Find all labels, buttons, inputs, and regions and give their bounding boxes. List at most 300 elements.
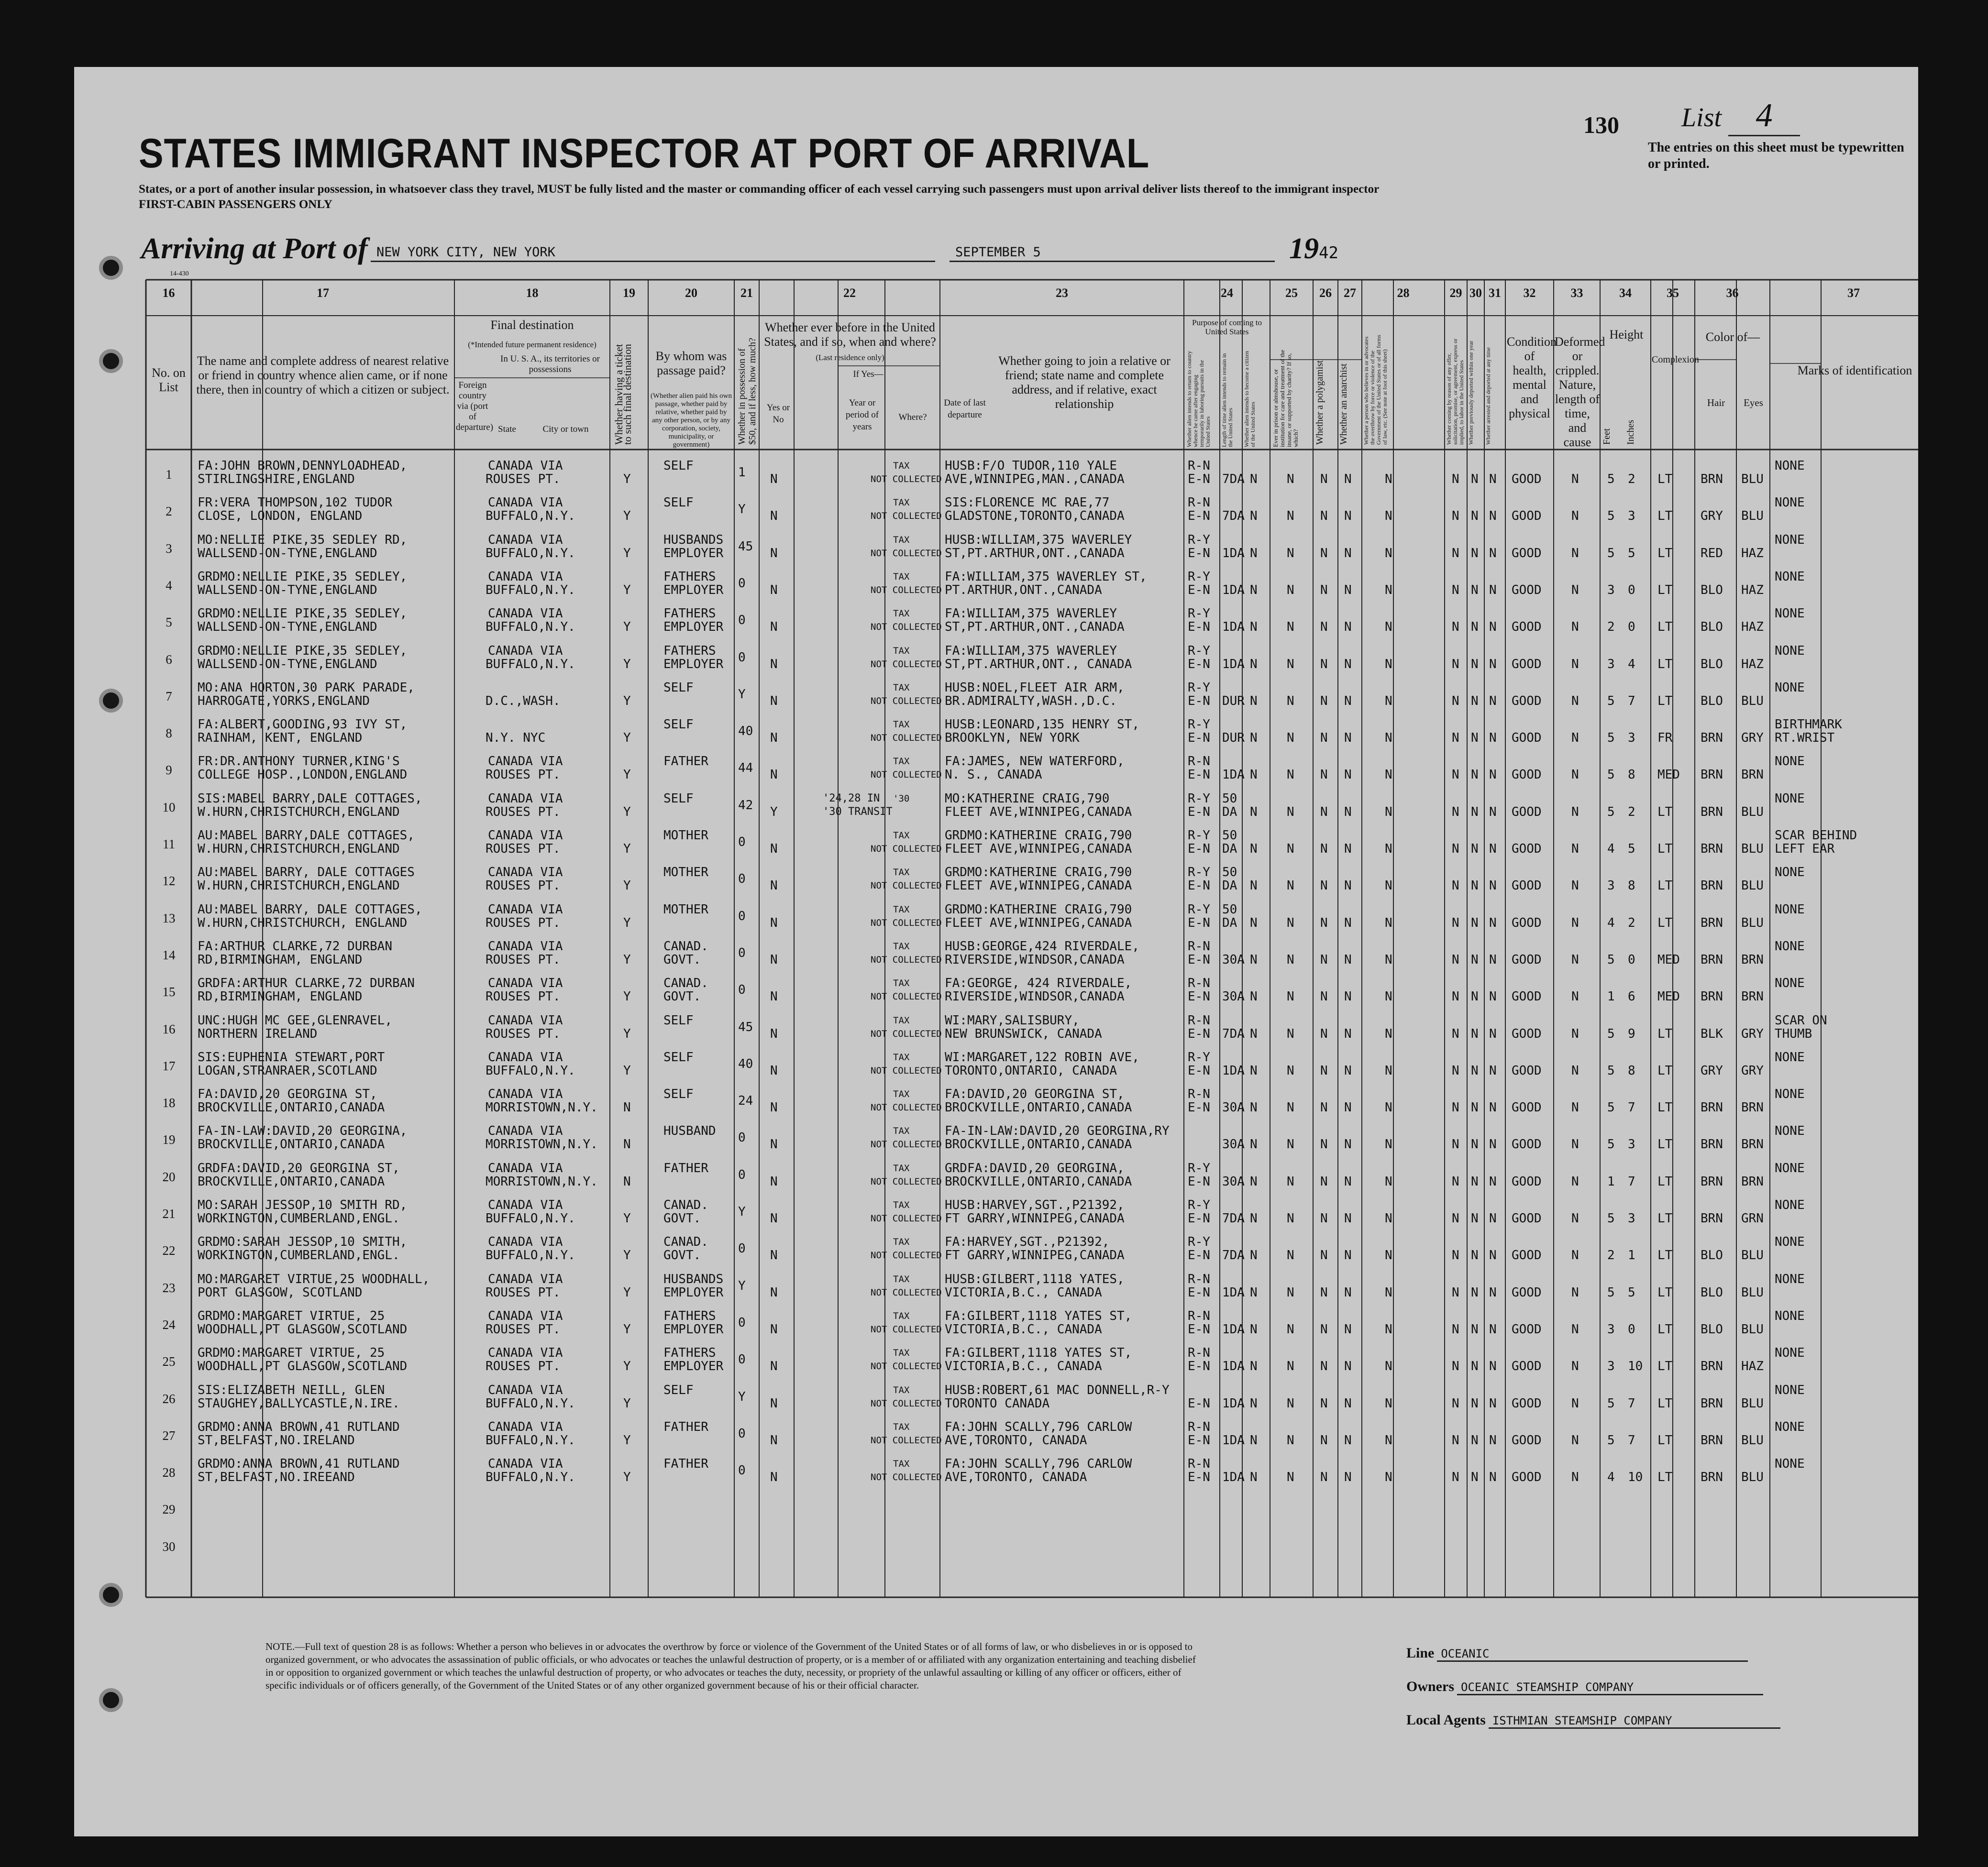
cell-tax: NOT COLLECTED xyxy=(871,1213,942,1224)
cell-joining: FA:JOHN SCALLY,796 CARLOW xyxy=(945,1419,1132,1434)
cell-hair: RED xyxy=(1701,546,1723,560)
header-ever-before: Whether ever before in the United States, and if so, when and where? xyxy=(764,320,936,349)
year-prefix: 19 xyxy=(1289,232,1319,265)
cell-joining: BROOKLYN, NEW YORK xyxy=(945,731,1080,746)
cell-relative: FA:ARTHUR CLARKE,72 DURBAN xyxy=(198,939,392,954)
cell-stay: DUR xyxy=(1222,731,1245,746)
cell-paid-by: HUSBANDS xyxy=(663,1272,724,1286)
cell-ticket: Y xyxy=(623,1322,631,1337)
cell-ticket: Y xyxy=(623,1285,631,1300)
cell-citizen: N xyxy=(1250,1322,1258,1337)
cell-anarchist: N xyxy=(1344,989,1352,1004)
header-color-of: Color of— xyxy=(1705,330,1760,344)
cell-inches: 4 xyxy=(1628,657,1635,671)
cell-citizen: N xyxy=(1250,509,1258,524)
cell-hair: BRN xyxy=(1701,804,1723,819)
cell-eyes: BLU xyxy=(1741,804,1764,819)
cell-purpose: R-Y xyxy=(1188,1198,1210,1212)
cell-prison: N xyxy=(1287,1433,1294,1448)
cell-deformed: N xyxy=(1571,472,1579,486)
cell-prison: N xyxy=(1287,915,1294,930)
binder-hole-icon xyxy=(99,256,123,280)
cell-joining: RIVERSIDE,WINDSOR,CANADA xyxy=(945,952,1125,967)
cell-stay: 1DA xyxy=(1222,1433,1245,1448)
header-final-destination: Final destination xyxy=(490,318,574,332)
cell-paid-by: EMPLOYER xyxy=(663,1322,724,1337)
cell-citizen: N xyxy=(1250,472,1258,486)
cell-purpose: R-N xyxy=(1188,495,1210,510)
cell-ticket: Y xyxy=(623,1248,631,1263)
cell-purpose: R-N xyxy=(1188,1346,1210,1361)
cell-feet: 5 xyxy=(1607,952,1615,967)
cell-deported-year: N xyxy=(1471,693,1479,708)
cell-relative: WOODHALL,PT GLASGOW,SCOTLAND xyxy=(198,1359,408,1374)
cell-prison: N xyxy=(1287,1100,1294,1115)
cell-inches: 1 xyxy=(1628,1248,1635,1263)
cell-complexion: LT xyxy=(1657,1359,1673,1374)
cell-money: 0 xyxy=(738,909,746,923)
cell-ticket: Y xyxy=(623,1470,631,1485)
column-number: 30 xyxy=(1469,286,1482,300)
cell-inches: 7 xyxy=(1628,1396,1635,1411)
cell-q28: N xyxy=(1385,1211,1392,1226)
cell-relative: CLOSE, LONDON, ENGLAND xyxy=(198,509,363,524)
owners-field xyxy=(1406,1679,1763,1695)
cell-joining: AVE,TORONTO, CANADA xyxy=(945,1433,1087,1448)
cell-deformed: N xyxy=(1571,1248,1579,1263)
cell-complexion: LT xyxy=(1657,879,1673,893)
cell-complexion: LT xyxy=(1657,582,1673,597)
cell-q28: N xyxy=(1385,952,1392,967)
cell-ever-before: N xyxy=(770,1174,778,1189)
cell-prison: N xyxy=(1287,1322,1294,1337)
cell-deported-year: N xyxy=(1471,1137,1479,1152)
cell-health: GOOD xyxy=(1512,657,1542,671)
cell-q28: N xyxy=(1385,1322,1392,1337)
row-number: 7 xyxy=(166,689,172,703)
cell-eyes: GRY xyxy=(1741,1063,1764,1078)
cell-ever-before: N xyxy=(770,1211,778,1226)
cell-anarchist: N xyxy=(1344,1470,1352,1485)
cell-inches: 2 xyxy=(1628,804,1635,819)
header-purpose-b: Length of time alien intends to remain in the United States xyxy=(1221,353,1234,447)
cell-deported: N xyxy=(1489,1026,1497,1041)
agents-value: ISTHMIAN STEAMSHIP COMPANY xyxy=(1489,1714,1780,1729)
cell-ticket: Y xyxy=(623,1063,631,1078)
cell-complexion: LT xyxy=(1657,1063,1673,1078)
agents-label: Local Agents xyxy=(1406,1712,1486,1728)
row-number: 13 xyxy=(162,911,176,925)
cell-destination: CANADA VIA xyxy=(488,1013,563,1028)
cell-polygamist: N xyxy=(1320,915,1328,930)
cell-relative: FR:VERA THOMPSON,102 TUDOR xyxy=(198,495,392,510)
cell-feet: 4 xyxy=(1607,842,1615,856)
cell-marks: NONE xyxy=(1775,532,1805,547)
cell-joining: HUSB:GILBERT,1118 YATES, xyxy=(945,1272,1125,1286)
cell-inches: 5 xyxy=(1628,842,1635,856)
cell-complexion: LT xyxy=(1657,842,1673,856)
cell-joining: FT GARRY,WINNIPEG,CANADA xyxy=(945,1211,1125,1226)
cell-deported: N xyxy=(1489,546,1497,560)
cell-feet: 3 xyxy=(1607,657,1615,671)
cell-deported: N xyxy=(1489,1396,1497,1411)
cell-joining: FA:DAVID,20 GEORGINA ST, xyxy=(945,1087,1125,1102)
cell-complexion: FR xyxy=(1657,731,1673,746)
cell-purpose: E-N xyxy=(1188,768,1210,782)
cell-purpose: E-N xyxy=(1188,804,1210,819)
cell-joining: FLEET AVE,WINNIPEG,CANADA xyxy=(945,915,1132,930)
cell-ever-before: N xyxy=(770,1359,778,1374)
cell-deported-year: N xyxy=(1471,1322,1479,1337)
cell-anarchist: N xyxy=(1344,1026,1352,1041)
cell-ever-before: N xyxy=(770,582,778,597)
cell-complexion: LT xyxy=(1657,693,1673,708)
cell-deported-year: N xyxy=(1471,731,1479,746)
cell-relative: BROCKVILLE,ONTARIO,CANADA xyxy=(198,1100,385,1115)
cell-deported: N xyxy=(1489,693,1497,708)
cell-polygamist: N xyxy=(1320,582,1328,597)
cell-ticket: Y xyxy=(623,1026,631,1041)
cell-complexion: LT xyxy=(1657,657,1673,671)
cell-marks: NONE xyxy=(1775,569,1805,584)
row-number: 5 xyxy=(166,615,172,630)
cell-purpose: E-N xyxy=(1188,989,1210,1004)
cell-labor: N xyxy=(1452,657,1459,671)
cell-complexion: LT xyxy=(1657,804,1673,819)
cell-stay: 50 xyxy=(1222,791,1237,806)
cell-destination: CANADA VIA xyxy=(488,1419,563,1434)
cell-joining: RIVERSIDE,WINDSOR,CANADA xyxy=(945,989,1125,1004)
cell-destination: ROUSES PT. xyxy=(486,1359,561,1374)
cell-feet: 5 xyxy=(1607,1100,1615,1115)
cell-stay: 1DA xyxy=(1222,546,1245,560)
header-where: Where? xyxy=(898,412,927,422)
cell-joining: FLEET AVE,WINNIPEG,CANADA xyxy=(945,842,1132,856)
cell-relative: RD,BIRMINGHAM, ENGLAND xyxy=(198,989,363,1004)
row-number: 16 xyxy=(162,1021,176,1036)
cell-labor: N xyxy=(1452,1137,1459,1152)
cell-tax: NOT COLLECTED xyxy=(871,1398,942,1409)
cell-deformed: N xyxy=(1571,620,1579,635)
cell-complexion: LT xyxy=(1657,1433,1673,1448)
cell-q28: N xyxy=(1385,1026,1392,1041)
cell-citizen: N xyxy=(1250,1100,1258,1115)
cell-destination: CANADA VIA xyxy=(488,791,563,806)
cell-marks: LEFT EAR xyxy=(1775,842,1835,856)
cell-ticket: Y xyxy=(623,768,631,782)
agents-field xyxy=(1406,1712,1780,1729)
cell-tax: NOT COLLECTED xyxy=(871,584,942,595)
cell-paid-by: FATHERS xyxy=(663,569,716,584)
cell-relative: GRDMO:SARAH JESSOP,10 SMITH, xyxy=(198,1235,408,1250)
class-line: FIRST-CABIN PASSENGERS ONLY xyxy=(139,198,332,211)
cell-stay: 30A xyxy=(1222,952,1245,967)
cell-relative: WALLSEND-ON-TYNE,ENGLAND xyxy=(198,582,377,597)
cell-inches: 5 xyxy=(1628,1285,1635,1300)
cell-marks: NONE xyxy=(1775,1050,1805,1065)
cell-citizen: N xyxy=(1250,1137,1258,1152)
cell-ever-before: N xyxy=(770,472,778,486)
cell-purpose: E-N xyxy=(1188,1470,1210,1485)
cell-labor: N xyxy=(1452,1470,1459,1485)
cell-marks: THUMB xyxy=(1775,1026,1812,1041)
cell-relative: LOGAN,STRANRAER,SCOTLAND xyxy=(198,1063,377,1078)
cell-anarchist: N xyxy=(1344,1285,1352,1300)
cell-destination: ROUSES PT. xyxy=(486,472,561,486)
cell-hair: BRN xyxy=(1701,731,1723,746)
cell-tax: NOT COLLECTED xyxy=(871,1102,942,1113)
cell-destination: MORRISTOWN,N.Y. xyxy=(486,1174,598,1189)
header-purpose-c: Whether alien intends to become a citizen of the United States xyxy=(1243,351,1256,447)
column-number: 27 xyxy=(1344,286,1356,300)
cell-tax: TAX xyxy=(893,571,910,582)
cell-q28: N xyxy=(1385,989,1392,1004)
cell-destination: ROUSES PT. xyxy=(486,1285,561,1300)
cell-feet: 5 xyxy=(1607,731,1615,746)
cell-feet: 5 xyxy=(1607,509,1615,524)
cell-complexion: MED xyxy=(1657,989,1680,1004)
cell-joining: HUSB:F/O TUDOR,110 YALE xyxy=(945,459,1117,473)
cell-paid-by: SELF xyxy=(663,459,694,473)
cell-destination: CANADA VIA xyxy=(488,1198,563,1212)
cell-destination: ROUSES PT. xyxy=(486,915,561,930)
cell-paid-by: GOVT. xyxy=(663,952,701,967)
cell-anarchist: N xyxy=(1344,657,1352,671)
cell-deported-year: N xyxy=(1471,1470,1479,1485)
cell-destination: CANADA VIA xyxy=(488,1161,563,1175)
cell-relative: GRDMO:ANNA BROWN,41 RUTLAND xyxy=(198,1457,400,1472)
cell-ever-before: Y xyxy=(770,804,778,819)
cell-citizen: N xyxy=(1250,804,1258,819)
cell-eyes: BLU xyxy=(1741,879,1764,893)
cell-tax: NOT COLLECTED xyxy=(871,880,942,891)
cell-tax: TAX xyxy=(893,756,910,767)
cell-destination: BUFFALO,N.Y. xyxy=(486,1433,575,1448)
cell-feet: 1 xyxy=(1607,989,1615,1004)
cell-prison: N xyxy=(1287,1026,1294,1041)
header-if-yes: If Yes— xyxy=(853,369,884,379)
cell-q28: N xyxy=(1385,804,1392,819)
cell-ticket: Y xyxy=(623,952,631,967)
cell-deported-year: N xyxy=(1471,952,1479,967)
cell-money: 0 xyxy=(738,1352,746,1367)
cell-deported-year: N xyxy=(1471,1174,1479,1189)
cell-citizen: N xyxy=(1250,915,1258,930)
cell-hair: BLK xyxy=(1701,1026,1723,1041)
cell-feet: 5 xyxy=(1607,693,1615,708)
cell-destination: BUFFALO,N.Y. xyxy=(486,582,575,597)
cell-deformed: N xyxy=(1571,1322,1579,1337)
cell-ever-before: N xyxy=(770,693,778,708)
cell-deported-year: N xyxy=(1471,1433,1479,1448)
cell-stay: 30A xyxy=(1222,1174,1245,1189)
cell-deported: N xyxy=(1489,1359,1497,1374)
row-number: 11 xyxy=(163,837,175,851)
cell-prison: N xyxy=(1287,472,1294,486)
cell-purpose: R-Y xyxy=(1188,569,1210,584)
cell-deported: N xyxy=(1489,879,1497,893)
cell-tax: TAX xyxy=(893,1348,910,1359)
cell-inches: 0 xyxy=(1628,582,1635,597)
cell-joining: FLEET AVE,WINNIPEG,CANADA xyxy=(945,879,1132,893)
cell-ticket: Y xyxy=(623,693,631,708)
column-number: 33 xyxy=(1570,286,1583,300)
cell-eyes: BRN xyxy=(1741,1100,1764,1115)
cell-paid-by: SELF xyxy=(663,495,694,510)
cell-tax: TAX xyxy=(893,941,910,952)
cell-deported: N xyxy=(1489,1174,1497,1189)
cell-hair: BRN xyxy=(1701,1211,1723,1226)
cell-eyes: BRN xyxy=(1741,1137,1764,1152)
cell-citizen: N xyxy=(1250,582,1258,597)
cell-complexion: LT xyxy=(1657,1174,1673,1189)
cell-deported: N xyxy=(1489,582,1497,597)
cell-relative: GRDMO:NELLIE PIKE,35 SEDLEY, xyxy=(198,606,408,621)
cell-labor: N xyxy=(1452,472,1459,486)
cell-inches: 3 xyxy=(1628,1211,1635,1226)
cell-marks: NONE xyxy=(1775,1124,1805,1139)
cell-prison: N xyxy=(1287,1211,1294,1226)
header-eyes: Eyes xyxy=(1744,397,1763,408)
cell-tax: TAX xyxy=(893,461,910,471)
cell-joining: NEW BRUNSWICK, CANADA xyxy=(945,1026,1102,1041)
cell-destination: CANADA VIA xyxy=(488,569,563,584)
cell-stay: 50 xyxy=(1222,828,1237,843)
cell-destination: CANADA VIA xyxy=(488,643,563,658)
cell-joining: GRDMO:KATHERINE CRAIG,790 xyxy=(945,828,1132,843)
cell-feet: 5 xyxy=(1607,1433,1615,1448)
cell-citizen: N xyxy=(1250,1285,1258,1300)
cell-eyes: HAZ xyxy=(1741,1359,1764,1374)
cell-complexion: MED xyxy=(1657,952,1680,967)
cell-joining: GRDMO:KATHERINE CRAIG,790 xyxy=(945,902,1132,917)
cell-purpose: R-Y xyxy=(1188,1235,1210,1250)
cell-relative: SIS:EUPHENIA STEWART,PORT xyxy=(198,1050,385,1065)
cell-anarchist: N xyxy=(1344,915,1352,930)
cell-destination: BUFFALO,N.Y. xyxy=(486,1248,575,1263)
column-number: 18 xyxy=(526,286,539,300)
cell-inches: 10 xyxy=(1628,1470,1643,1485)
cell-hair: BRN xyxy=(1701,879,1723,893)
cell-tax: TAX xyxy=(893,497,910,508)
cell-deported: N xyxy=(1489,768,1497,782)
cell-purpose: E-N xyxy=(1188,657,1210,671)
cell-feet: 5 xyxy=(1607,472,1615,486)
cell-ticket: N xyxy=(623,1100,631,1115)
cell-anarchist: N xyxy=(1344,768,1352,782)
cell-ever-before: N xyxy=(770,1063,778,1078)
cell-money: 0 xyxy=(738,1131,746,1145)
cell-stay: 1DA xyxy=(1222,1396,1245,1411)
cell-inches: 0 xyxy=(1628,952,1635,967)
cell-money: Y xyxy=(738,687,746,702)
cell-inches: 3 xyxy=(1628,1137,1635,1152)
cell-relative: FA-IN-LAW:DAVID,20 GEORGINA, xyxy=(198,1124,408,1139)
cell-health: GOOD xyxy=(1512,1137,1542,1152)
cell-joining: HUSB:ROBERT,61 MAC DONNELL,R-Y xyxy=(945,1383,1170,1397)
cell-joining: FA:JAMES, NEW WATERFORD, xyxy=(945,754,1125,769)
cell-ticket: Y xyxy=(623,731,631,746)
cell-hair: BLO xyxy=(1701,693,1723,708)
column-number: 31 xyxy=(1489,286,1501,300)
cell-complexion: LT xyxy=(1657,546,1673,560)
cell-paid-by: FATHERS xyxy=(663,1308,716,1323)
cell-inches: 9 xyxy=(1628,1026,1635,1041)
cell-labor: N xyxy=(1452,1026,1459,1041)
cell-feet: 2 xyxy=(1607,620,1615,635)
cell-ever-before: N xyxy=(770,1396,778,1411)
cell-deformed: N xyxy=(1571,1100,1579,1115)
cell-marks: RT.WRIST xyxy=(1775,731,1835,746)
column-number: 26 xyxy=(1319,286,1332,300)
cell-destination: CANADA VIA xyxy=(488,1087,563,1102)
cell-eyes: BLU xyxy=(1741,842,1764,856)
cell-joining: BROCKVILLE,ONTARIO,CANADA xyxy=(945,1174,1132,1189)
cell-money: 0 xyxy=(738,872,746,887)
cell-citizen: N xyxy=(1250,842,1258,856)
cell-labor: N xyxy=(1452,1174,1459,1189)
cell-feet: 3 xyxy=(1607,582,1615,597)
cell-joining: FA:WILLIAM,375 WAVERLEY xyxy=(945,643,1117,658)
cell-joining: VICTORIA,B.C., CANADA xyxy=(945,1322,1102,1337)
cell-ever-before: N xyxy=(770,1100,778,1115)
cell-relative: MO:NELLIE PIKE,35 SEDLEY RD, xyxy=(198,532,408,547)
cell-joining: AVE,WINNIPEG,MAN.,CANADA xyxy=(945,472,1125,486)
cell-relative: WORKINGTON,CUMBERLAND,ENGL. xyxy=(198,1248,400,1263)
cell-eyes: HAZ xyxy=(1741,546,1764,560)
cell-health: GOOD xyxy=(1512,879,1542,893)
row-number: 10 xyxy=(162,800,176,814)
row-number: 8 xyxy=(166,726,172,741)
cell-destination: BUFFALO,N.Y. xyxy=(486,620,575,635)
cell-q28: N xyxy=(1385,731,1392,746)
page-title: STATES IMMIGRANT INSPECTOR AT PORT OF ARRIVAL xyxy=(139,131,1150,176)
cell-ticket: Y xyxy=(623,582,631,597)
cell-tax: NOT COLLECTED xyxy=(871,769,942,780)
cell-polygamist: N xyxy=(1320,1285,1328,1300)
cell-ever-before: N xyxy=(770,768,778,782)
header-no-on-list: No. on List xyxy=(152,366,186,394)
cell-health: GOOD xyxy=(1512,1396,1542,1411)
row-number: 9 xyxy=(166,763,172,778)
header-c29: Whether coming by reason of any offer, solicitation, promise, or agreement, express or implied, to labor in the United States xyxy=(1446,339,1465,445)
cell-relative: MO:MARGARET VIRTUE,25 WOODHALL, xyxy=(198,1272,430,1286)
cell-purpose: R-Y xyxy=(1188,606,1210,621)
cell-marks: NONE xyxy=(1775,459,1805,473)
cell-eyes: BRN xyxy=(1741,952,1764,967)
cell-paid-by: FATHERS xyxy=(663,1346,716,1361)
cell-stay: 1DA xyxy=(1222,1322,1245,1337)
cell-citizen: N xyxy=(1250,1026,1258,1041)
cell-tax: TAX xyxy=(893,1089,910,1100)
cell-polygamist: N xyxy=(1320,657,1328,671)
cell-money: Y xyxy=(738,502,746,517)
cell-destination: CANADA VIA xyxy=(488,976,563,991)
header-year-period: Year or period of years xyxy=(845,398,879,432)
cell-purpose: E-N xyxy=(1188,546,1210,560)
cell-purpose: E-N xyxy=(1188,915,1210,930)
cell-complexion: LT xyxy=(1657,1211,1673,1226)
cell-years: '24,28 IN xyxy=(823,792,880,804)
cell-prison: N xyxy=(1287,1285,1294,1300)
cell-destination: ROUSES PT. xyxy=(486,952,561,967)
cell-tax: TAX xyxy=(893,1052,910,1063)
cell-purpose: E-N xyxy=(1188,1285,1210,1300)
cell-destination: CANADA VIA xyxy=(488,495,563,510)
cell-labor: N xyxy=(1452,879,1459,893)
row-number: 18 xyxy=(162,1096,176,1110)
cell-eyes: BRN xyxy=(1741,1174,1764,1189)
